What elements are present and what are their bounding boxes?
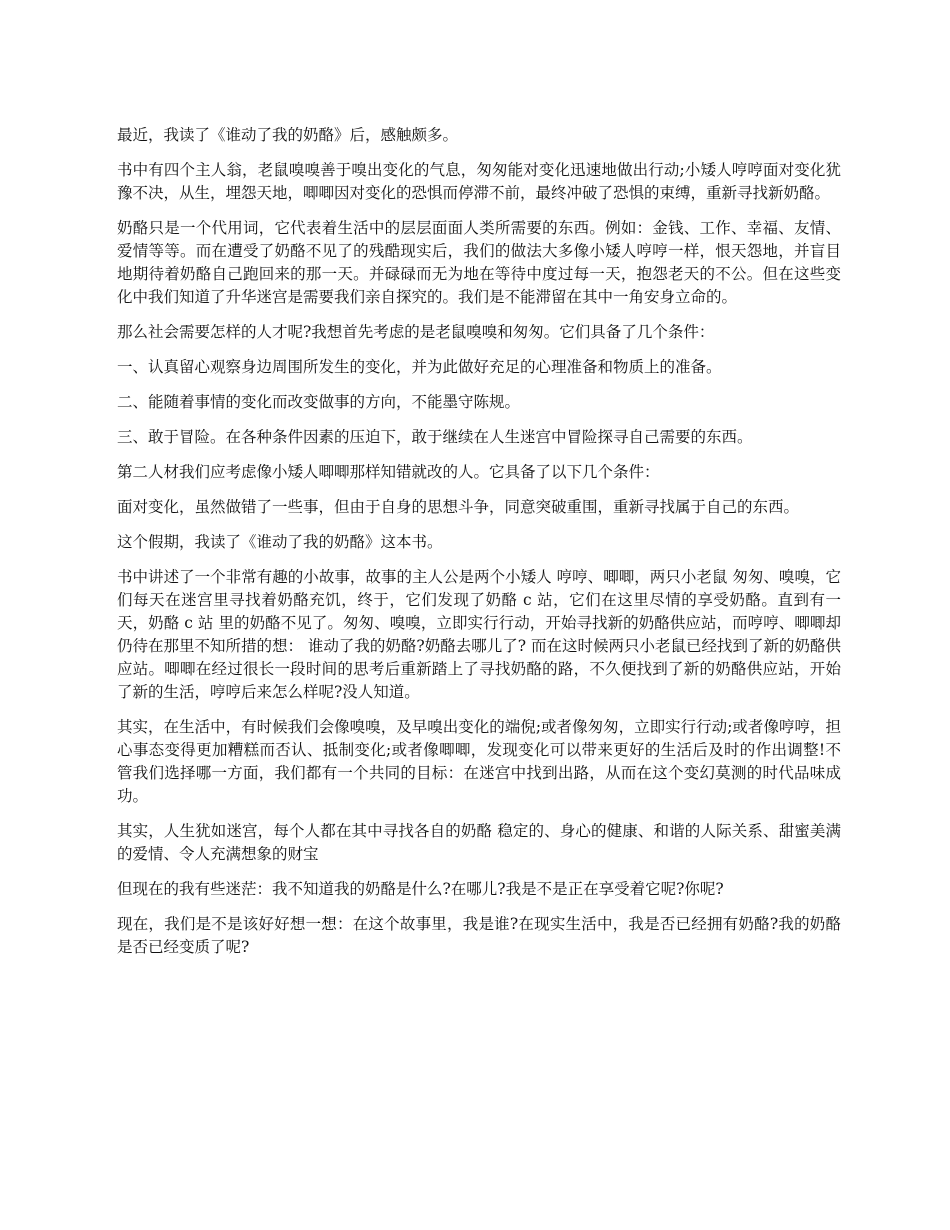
paragraph: 三、敢于冒险。在各种条件因素的压迫下，敢于继续在人生迷宫中冒险探寻自己需要的东西。 — [117, 428, 753, 446]
paragraph: 第二人材我们应考虑像小矮人唧唧那样知错就改的人。它具备了以下几个条件： — [117, 463, 660, 481]
paragraph: 奶酪只是一个代用词，它代表着生活中的层层面面人类所需要的东西。例如：金钱、工作、幸福、友情、爱情等等。而在遭受了奶酪不见了的残酷现实后，我们的做法大多像小矮人哼哼一样，恨天怨地，并盲目地期待着奶酪自己跑回来的那一天。并碌碌而无为地在等待中度过每一天，抱怨老天的不公。但在这些变化中我们知道了升华迷宫是需要我们亲自探究的。我们是不能滞留在其中一角安身立命的。 — [117, 219, 841, 306]
paragraph: 其实，人生犹如迷宫，每个人都在其中寻找各自的奶酪 稳定的、身心的健康、和谐的人际关系、甜蜜美满的爱情、令人充满想象的财宝 — [117, 822, 841, 863]
paragraph: 但现在的我有些迷茫：我不知道我的奶酪是什么?在哪儿?我是不是正在享受着它呢?你呢? — [117, 880, 724, 898]
paragraph: 最近，我读了《谁动了我的奶酪》后，感触颇多。 — [117, 126, 459, 144]
paragraph: 现在，我们是不是该好好想一想：在这个故事里，我是谁?在现实生活中，我是否已经拥有奶酪?我的奶酪是否已经变质了呢? — [117, 915, 841, 956]
paragraph: 这个假期，我读了《谁动了我的奶酪》这本书。 — [117, 533, 443, 551]
paragraph: 二、能随着事情的变化而改变做事的方向，不能墨守陈规。 — [117, 393, 521, 411]
paragraph: 面对变化，虽然做错了一些事，但由于自身的思想斗争，同意突破重围，重新寻找属于自己的东西。 — [117, 498, 800, 516]
paragraph: 其实，在生活中，有时候我们会像嗅嗅，及早嗅出变化的端倪;或者像匆匆，立即实行行动;或者像哼哼，担心事态变得更加糟糕而否认、抵制变化;或者像唧唧，发现变化可以带来更好的生活后及时的作出调整!不管我们选择哪一方面，我们都有一个共同的目标：在迷宫中找到出路，从而在这个变幻莫测的时代品味成功。 — [117, 718, 841, 805]
paragraph: 那么社会需要怎样的人才呢?我想首先考虑的是老鼠嗅嗅和匆匆。它们具备了几个条件： — [117, 323, 715, 341]
paragraph: 书中讲述了一个非常有趣的小故事，故事的主人公是两个小矮人 哼哼、唧唧，两只小老鼠 匆匆、嗅嗅，它们每天在迷宫里寻找着奶酪充饥，终于，它们发现了奶酪 c 站，它们在这里尽情的享受奶酪。直到有一天，奶酪 c 站 里的奶酪不见了。匆匆、嗅嗅，立即实行行动，开始寻找新的奶酪供应站，而哼哼、唧唧却仍待在那里不知所措的想： 谁动了我的奶酪?奶酪去哪儿了? 而在这时候两只小老鼠已经找到了新的奶酪供应站。唧唧在经过很长一段时间的思考后重新踏上了寻找奶酪的路，不久便找到了新的奶酪供应站，开始了新的生活，哼哼后来怎么样呢?没人知道。 — [117, 568, 841, 701]
document-body — [117, 124, 841, 971]
paragraph: 一、认真留心观察身边周围所发生的变化，并为此做好充足的心理准备和物质上的准备。 — [117, 358, 722, 376]
paragraph: 书中有四个主人翁，老鼠嗅嗅善于嗅出变化的气息，匆匆能对变化迅速地做出行动;小矮人哼哼面对变化犹豫不决，从生，埋怨天地，唧唧因对变化的恐惧而停滞不前，最终冲破了恐惧的束缚，重新寻找新奶酪。 — [117, 161, 841, 202]
